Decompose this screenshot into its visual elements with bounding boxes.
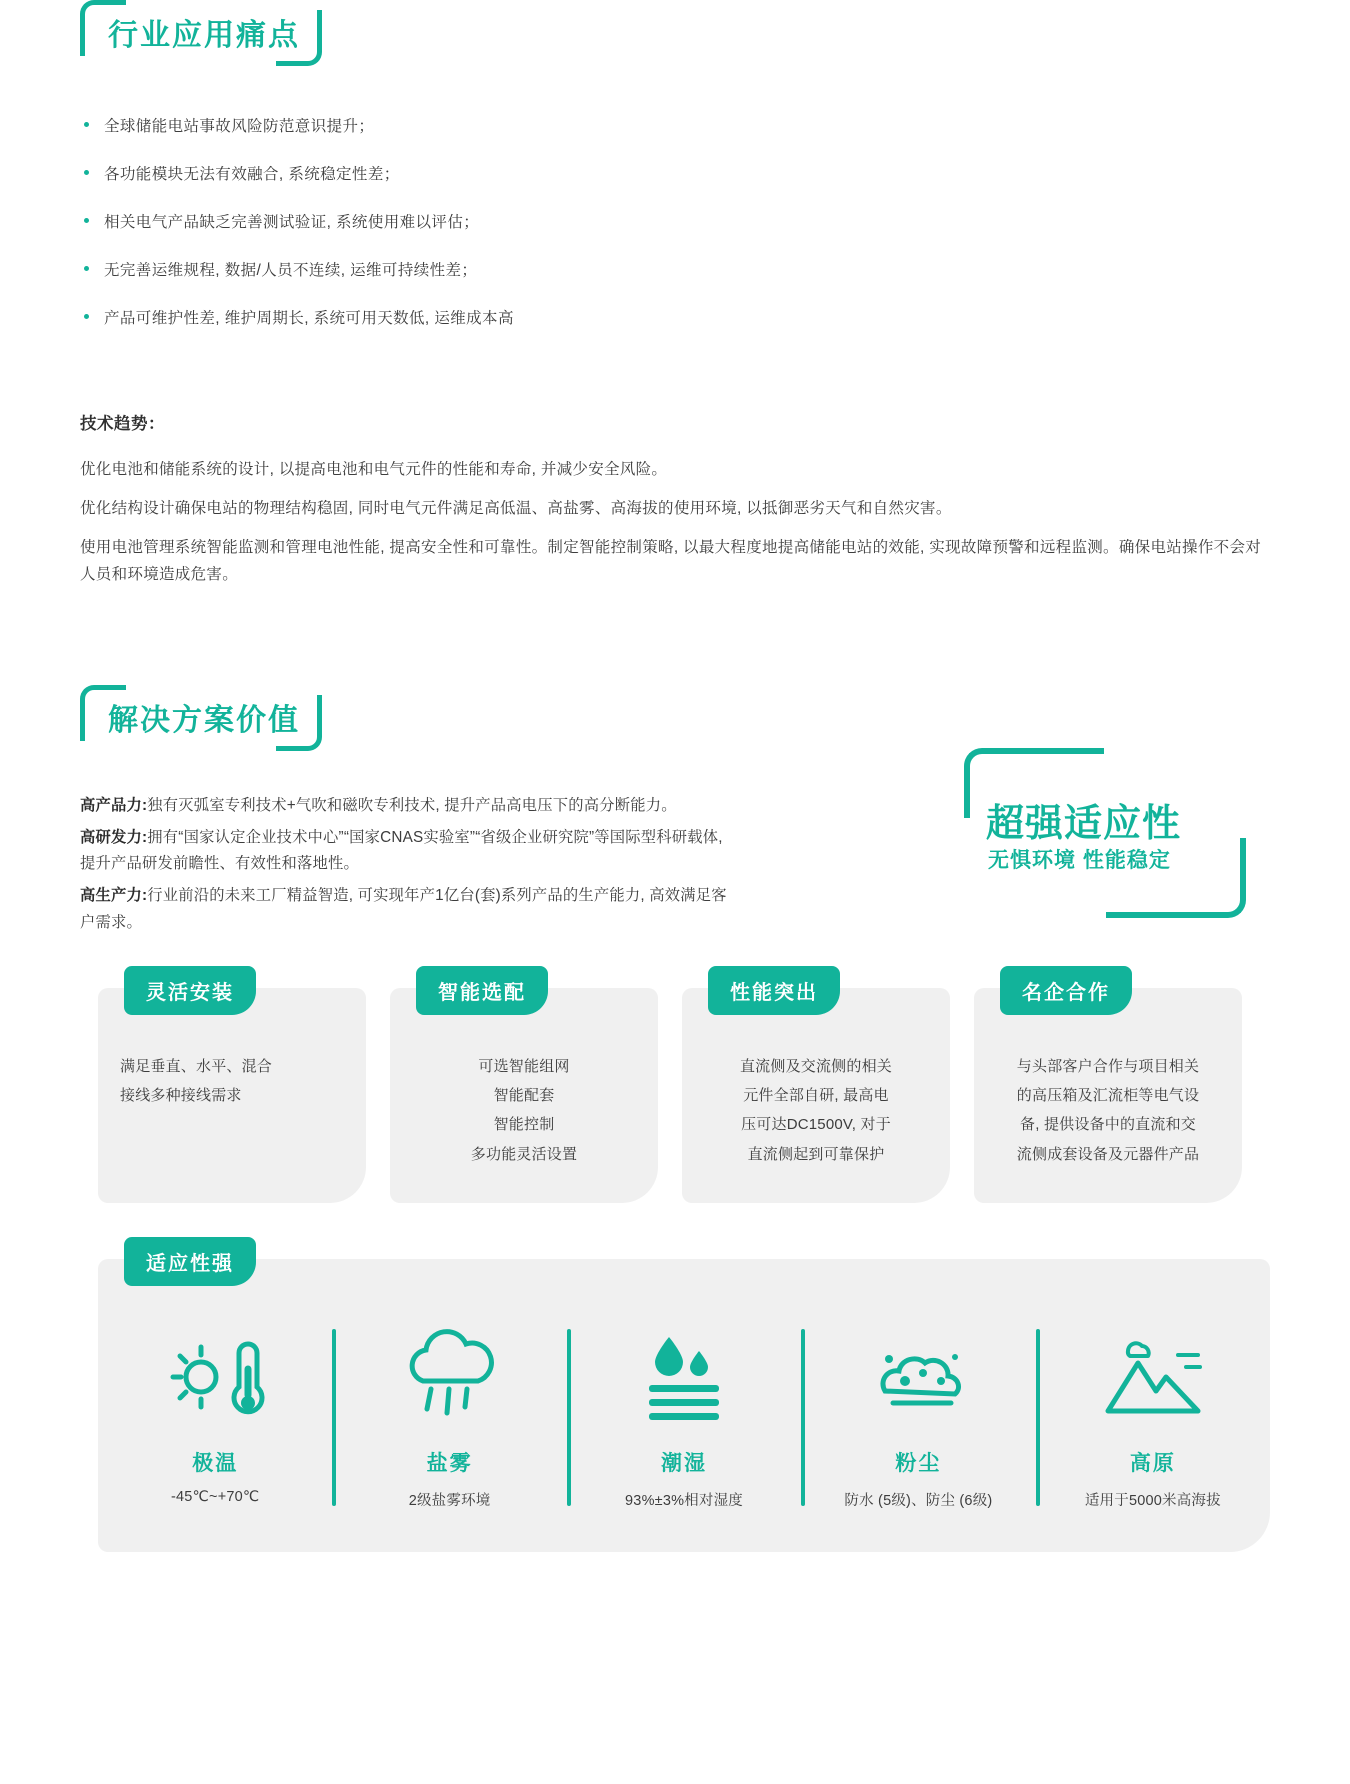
list-item: 相关电气产品缺乏完善测试验证, 系统使用难以评估； [80, 210, 1270, 232]
environment-desc: 适用于5000米高海拔 [1084, 1492, 1221, 1509]
list-item: 产品可维护性差, 维护周期长, 系统可用天数低, 运维成本高 [80, 306, 1270, 328]
feature-card-row [80, 981, 1270, 1203]
card-line: 直流侧起到可靠保护 [747, 1145, 885, 1163]
technology-trend-title: 技术趋势： [80, 415, 165, 433]
feature-card-tag: 性能突出 [708, 966, 840, 1015]
environment-name: 盐雾 [426, 1451, 473, 1475]
value-label: 高生产力: [80, 887, 148, 905]
adaptability-panel-tag: 适应性强 [124, 1237, 256, 1286]
feature-card-body [996, 1052, 1220, 1169]
feature-card-body [412, 1052, 636, 1169]
environment-desc: -45℃~+70℃ [171, 1488, 260, 1505]
feature-card-body [120, 1052, 344, 1111]
value-text: 独有灭弧室专利技术+气吹和磁吹专利技术, 提升产品高电压下的高分断能力。 [147, 796, 677, 814]
solution-heading-wrap [80, 685, 1270, 751]
trend-paragraph: 优化电池和储能系统的设计, 以提高电池和电气元件的性能和寿命, 并减少安全风险。 [80, 461, 668, 478]
card-line: 的高压箱及汇流柜等电气设 [1016, 1087, 1200, 1105]
card-line: 智能配套 [493, 1087, 555, 1105]
trend-paragraph: 使用电池管理系统智能监测和管理电池性能, 提高安全性和可靠性。制定智能控制策略, 以最大程度地提高储能电站的效能, 实现故障预警和远程监测。确保电站操作不会对人员和环境造成危害。 [80, 539, 1262, 584]
plateau-icon [1042, 1325, 1264, 1429]
adaptability-badge-title: 超强适应性 [986, 803, 1182, 845]
feature-card [682, 981, 950, 1203]
card-line: 智能控制 [493, 1116, 555, 1134]
card-line: 压可达DC1500V, 对于 [741, 1116, 891, 1134]
salt-fog-icon [338, 1325, 560, 1429]
card-line: 接线多种接线需求 [120, 1087, 242, 1105]
environment-item-dust [801, 1325, 1035, 1510]
list-item: 各功能模块无法有效融合, 系统稳定性差； [80, 162, 1270, 184]
environment-name: 高原 [1129, 1451, 1176, 1475]
card-line: 可选智能组网 [478, 1057, 570, 1075]
card-line: 元件全部自研, 最高电 [743, 1087, 889, 1105]
environment-item-salt-fog [332, 1325, 566, 1510]
feature-card [974, 981, 1242, 1203]
card-line: 备, 提供设备中的直流和交 [1020, 1116, 1196, 1134]
list-item: 无完善运维规程, 数据/人员不连续, 运维可持续性差； [80, 258, 1270, 280]
value-paragraph [80, 825, 740, 878]
adaptability-badge-subtitle: 无惧环境 性能稳定 [988, 849, 1171, 872]
environment-desc: 防水 (5级)、防尘 (6级) [844, 1492, 993, 1509]
value-label: 高产品力: [80, 796, 148, 814]
solution-value-body [80, 793, 740, 936]
card-line: 多功能灵活设置 [470, 1145, 578, 1163]
card-line: 流侧成套设备及元器件产品 [1016, 1145, 1200, 1163]
dust-icon [807, 1325, 1029, 1429]
pain-points-heading [80, 0, 322, 66]
list-item: 全球储能电站事故风险防范意识提升； [80, 114, 1270, 136]
environment-desc: 93%±3%相对湿度 [625, 1492, 743, 1509]
technology-trend-block [80, 410, 1270, 589]
environment-item-row [98, 1325, 1270, 1510]
feature-card-tag: 名企合作 [1000, 966, 1132, 1015]
feature-card [98, 981, 366, 1203]
value-paragraph [80, 883, 740, 936]
feature-card-tag: 灵活安装 [124, 966, 256, 1015]
pain-points-title: 行业应用痛点 [108, 19, 300, 52]
trend-paragraph: 优化结构设计确保电站的物理结构稳固, 同时电气元件满足高低温、高盐雾、高海拔的使用环境, 以抵御恶劣天气和自然灾害。 [80, 500, 952, 518]
card-line: 与头部客户合作与项目相关 [1016, 1057, 1200, 1075]
environment-desc: 2级盐雾环境 [408, 1492, 491, 1509]
feature-card-tag: 智能选配 [416, 966, 548, 1015]
adaptability-panel [98, 1252, 1270, 1552]
environment-item-plateau [1036, 1325, 1270, 1510]
pain-points-list [80, 114, 1270, 328]
value-text: 拥有“国家认定企业技术中心”“国家CNAS实验室”“省级企业研究院”等国际型科研载体, 提升产品研发前瞻性、有效性和落地性。 [80, 828, 723, 873]
humidity-icon [573, 1325, 795, 1429]
card-line: 满足垂直、水平、混合 [120, 1057, 273, 1075]
solution-value-heading [80, 685, 322, 751]
value-paragraph [80, 793, 740, 819]
environment-name: 潮湿 [661, 1451, 708, 1475]
value-label: 高研发力: [80, 828, 148, 846]
environment-name: 粉尘 [895, 1451, 942, 1475]
environment-item-humidity [567, 1325, 801, 1510]
environment-item-temperature [98, 1325, 332, 1510]
card-line: 直流侧及交流侧的相关 [739, 1057, 892, 1075]
feature-card [390, 981, 658, 1203]
value-text: 行业前沿的未来工厂精益智造, 可实现年产1亿台(套)系列产品的生产能力, 高效满足客户需求。 [80, 887, 727, 931]
temperature-icon [104, 1325, 326, 1429]
adaptability-badge [954, 748, 1254, 918]
feature-card-body [704, 1052, 928, 1169]
environment-name: 极温 [192, 1451, 239, 1475]
solution-value-title: 解决方案价值 [108, 703, 300, 737]
